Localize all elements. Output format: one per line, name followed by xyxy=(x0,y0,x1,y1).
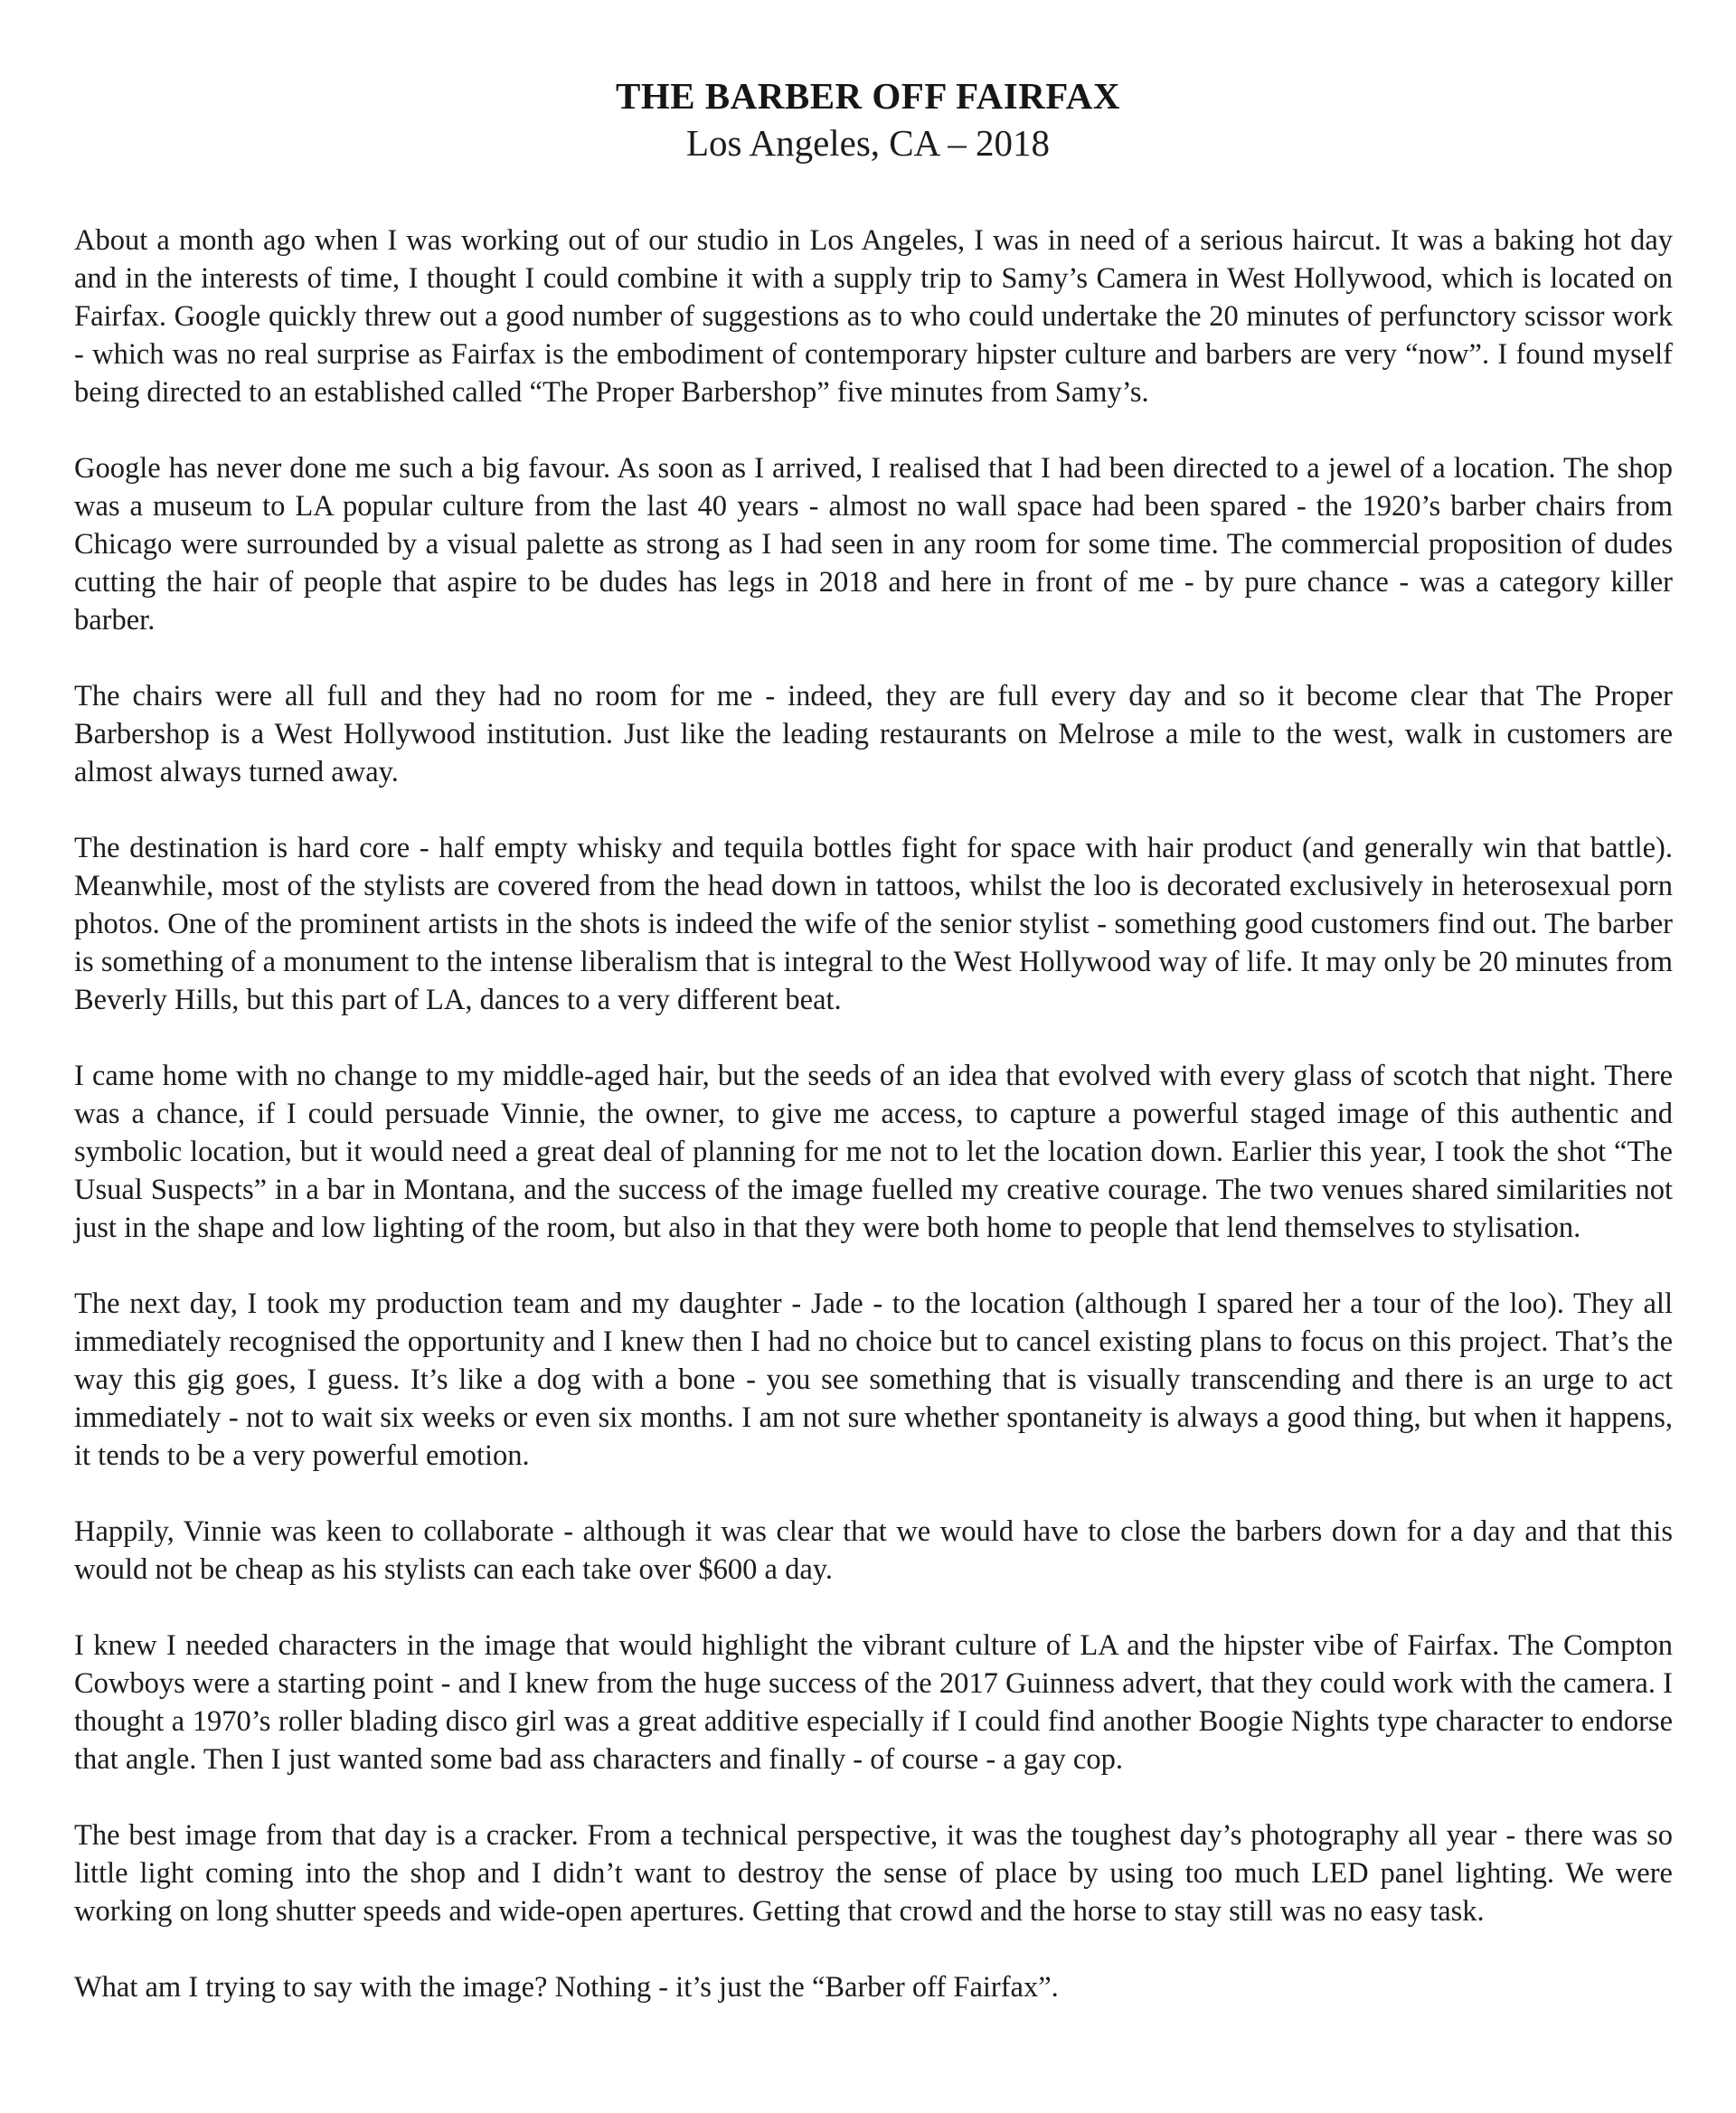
document-body xyxy=(74,222,1673,2044)
paragraph-4: The destination is hard core - half empty whisky and tequila bottles fight for space with hair product (and generally win that battle). Meanwhile, most of the stylists are covered from the head down in tattoos, whilst the loo is decorated exclusively in heterosexual porn photos. One of the prominent artists in the shots is indeed the wife of the senior stylist - something good customers find out. The barber is something of a monument to the intense liberalism that is integral to the West Hollywood way of life. It may only be 20 minutes from Beverly Hills, but this part of LA, dances to a very different beat. xyxy=(74,832,1673,1016)
paragraph-9: The best image from that day is a cracker. From a technical perspective, it was the toughest day’s photography all year - there was so little light coming into the shop and I didn’t want to destroy the sense of place by using too much LED panel lighting. We were working on long shutter speeds and wide-open apertures. Getting that crowd and the horse to stay still was no easy task. xyxy=(74,1819,1673,1928)
paragraph-6: The next day, I took my production team and my daughter - Jade - to the location (although I spared her a tour of the loo). They all immediately recognised the opportunity and I knew then I had no choice but to cancel existing plans to focus on this project. That’s the way this gig goes, I guess. It’s like a dog with a bone - you see something that is visually transcending and there is an urge to act immediately - not to wait six weeks or even six months. I am not sure whether spontaneity is always a good thing, but when it happens, it tends to be a very powerful emotion. xyxy=(74,1288,1673,1472)
paragraph-7: Happily, Vinnie was keen to collaborate - although it was clear that we would have to close the barbers down for a day and that this would not be cheap as his stylists can each take over $600 a day. xyxy=(74,1515,1673,1586)
paragraph-2: Google has never done me such a big favour. As soon as I arrived, I realised that I had been directed to a jewel of a location. The shop was a museum to LA popular culture from the last 40 years - almost no wall space had been spared - the 1920’s barber chairs from Chicago were surrounded by a visual palette as strong as I had seen in any room for some time. The commercial proposition of dudes cutting the hair of people that aspire to be dudes has legs in 2018 and here in front of me - by pure chance - was a category killer barber. xyxy=(74,452,1673,637)
paragraph-8: I knew I needed characters in the image that would highlight the vibrant culture of LA and the hipster vibe of Fairfax. The Compton Cowboys were a starting point - and I knew from the huge success of the 2017 Guinness advert, that they could work with the camera. I thought a 1970’s roller blading disco girl was a great additive especially if I could find another Boogie Nights type character to endorse that angle. Then I just wanted some bad ass characters and finally - of course - a gay cop. xyxy=(74,1629,1673,1776)
paragraph-10: What am I trying to say with the image? Nothing - it’s just the “Barber off Fairfax”. xyxy=(74,1971,1059,2004)
paragraph-1: About a month ago when I was working out of our studio in Los Angeles, I was in need of a serious haircut. It was a baking hot day and in the interests of time, I thought I could combine it with a supply trip to Samy’s Camera in West Hollywood, which is located on Fairfax. Google quickly threw out a good number of suggestions as to who could undertake the 20 minutes of perfunctory scissor work - which was no real surprise as Fairfax is the embodiment of contemporary hipster culture and barbers are very “now”. I found myself being directed to an established called “The Proper Barbershop” five minutes from Samy’s. xyxy=(74,224,1673,409)
document-title: THE BARBER OFF FAIRFAX xyxy=(615,75,1121,117)
document-subtitle: Los Angeles, CA – 2018 xyxy=(685,122,1051,164)
paragraph-3: The chairs were all full and they had no room for me - indeed, they are full every day and so it become clear that The Proper Barbershop is a West Hollywood institution. Just like the leading restaurants on Melrose a mile to the west, walk in customers are almost always turned away. xyxy=(74,680,1673,788)
paragraph-5: I came home with no change to my middle-aged hair, but the seeds of an idea that evolved with every glass of scotch that night. There was a chance, if I could persuade Vinnie, the owner, to give me access, to capture a powerful staged image of this authentic and symbolic location, but it would need a great deal of planning for me not to let the location down. Earlier this year, I took the shot “The Usual Suspects” in a bar in Montana, and the success of the image fuelled my creative courage. The two venues shared similarities not just in the shape and low lighting of the room, but also in that they were both home to people that lend themselves to stylisation. xyxy=(74,1060,1673,1244)
document-header xyxy=(0,72,1736,166)
